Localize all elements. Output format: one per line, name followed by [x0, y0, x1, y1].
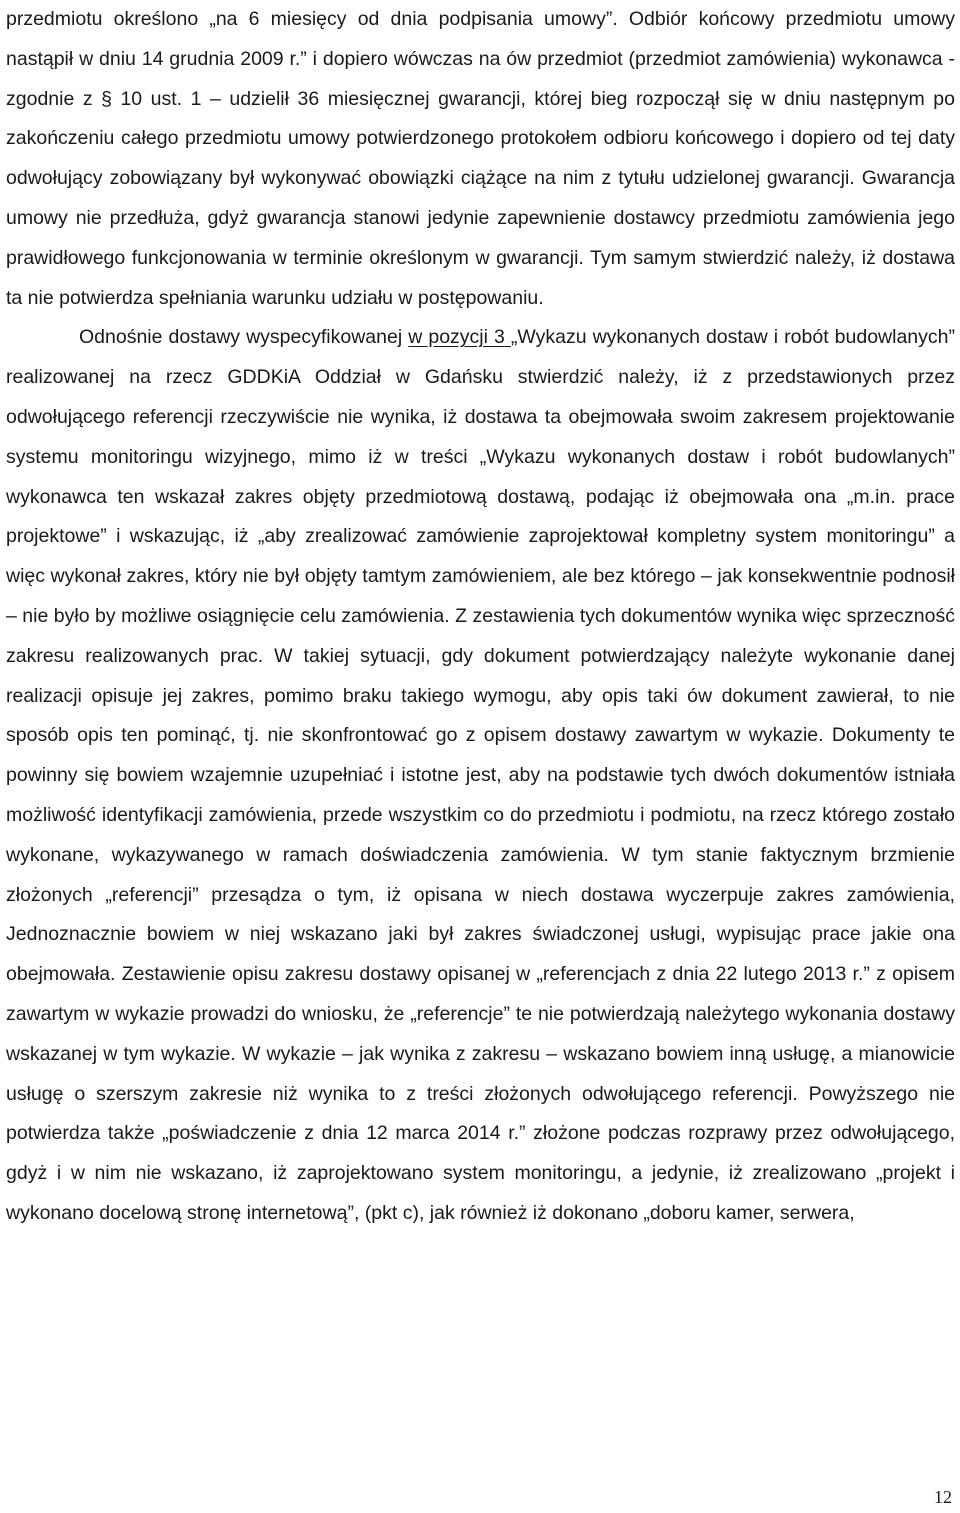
paragraph-2-start: Odnośnie dostawy wyspecyfikowanej: [79, 326, 409, 349]
underlined-position-reference: w pozycji 3: [408, 326, 511, 349]
page-number: 12: [934, 1487, 952, 1507]
paragraph-1: przedmiotu określono „na 6 miesięcy od dnia podpisania umowy”. Odbiór końcowy przedmiotu umowy nastąpił w dniu 14 grudnia 2009 r.” i dopiero wówczas na ów przedmiot (przedmiot zamówienia) wykonawca - zgodnie z § 10 ust. 1 – udzielił 36 miesięcznej gwarancji, której bieg rozpoczął się w dniu następnym po zakończeniu całego przedmiotu umowy potwierdzonego protokołem odbioru końcowego i dopiero od tej daty odwołujący zobowiązany był wykonywać obowiązki ciążące na nim z tytułu udzielonej gwarancji. Gwarancja umowy nie przedłuża, gdyż gwarancja stanowi jedynie zapewnienie dostawcy przedmiotu zamówienia jego prawidłowego funkcjonowania w terminie określonym w gwarancji. Tym samym stwierdzić należy, iż dostawa ta nie potwierdza spełniania warunku udziału w postępowaniu.: [6, 8, 955, 309]
paragraph-2: [6, 318, 955, 1233]
document-page: [6, 0, 955, 1234]
paragraph-2-body: „Wykazu wykonanych dostaw i robót budowlanych” realizowanej na rzecz GDDKiA Oddział w Gdańsku stwierdzić należy, iż z przedstawionych przez odwołującego referencji rzeczywiście nie wynika, iż dostawa ta obejmowała swoim zakresem projektowanie systemu monitoringu wizyjnego, mimo iż w treści „Wykazu wykonanych dostaw i robót budowlanych” wykonawca ten wskazał zakres objęty przedmiotową dostawą, podając iż obejmowała ona „m.in. prace projektowe” i wskazując, iż „aby zrealizować zamówienie zaprojektował kompletny system monitoringu” a więc wykonał zakres, który nie był objęty tamtym zamówieniem, ale bez którego – jak konsekwentnie podnosił – nie było by możliwe osiągnięcie celu zamówienia. Z zestawienia tych dokumentów wynika więc sprzeczność zakresu realizowanych prac. W takiej sytuacji, gdy dokument potwierdzający należyte wykonanie danej realizacji opisuje jej zakres, pomimo braku takiego wymogu, aby opis taki ów dokument zawierał, to nie sposób opis ten pominąć, tj. nie skonfrontować go z opisem dostawy zawartym w wykazie. Dokumenty te powinny się bowiem wzajemnie uzupełniać i istotne jest, aby na podstawie tych dwóch dokumentów istniała możliwość identyfikacji zamówienia, przede wszystkim co do przedmiotu i podmiotu, na rzecz którego zostało wykonane, wykazywanego w ramach doświadczenia zamówienia. W tym stanie faktycznym brzmienie złożonych „referencji” przesądza o tym, iż opisana w niech dostawa wyczerpuje zakres zamówienia, Jednoznacznie bowiem w niej wskazano jaki był zakres świadczonej usługi, wypisując prace jakie ona obejmowała. Zestawienie opisu zakresu dostawy opisanej w „referencjach z dnia 22 lutego 2013 r.” z opisem zawartym w wykazie prowadzi do wniosku, że „referencje” te nie potwierdzają należytego wykonania dostawy wskazanej w tym wykazie. W wykazie – jak wynika z zakresu – wskazano bowiem inną usługę, a mianowicie usługę o szerszym zakresie niż wynika to z treści złożonych odwołującego referencji. Powyższego nie potwierdza także „poświadczenie z dnia 12 marca 2014 r.” złożone podczas rozprawy przez odwołującego, gdyż i w nim nie wskazano, iż zaprojektowano system monitoringu, a jedynie, iż zrealizowano „projekt i wykonano docelową stronę internetową”, (pkt c), jak również iż dokonano „doboru kamer, serwera,: [6, 326, 955, 1224]
